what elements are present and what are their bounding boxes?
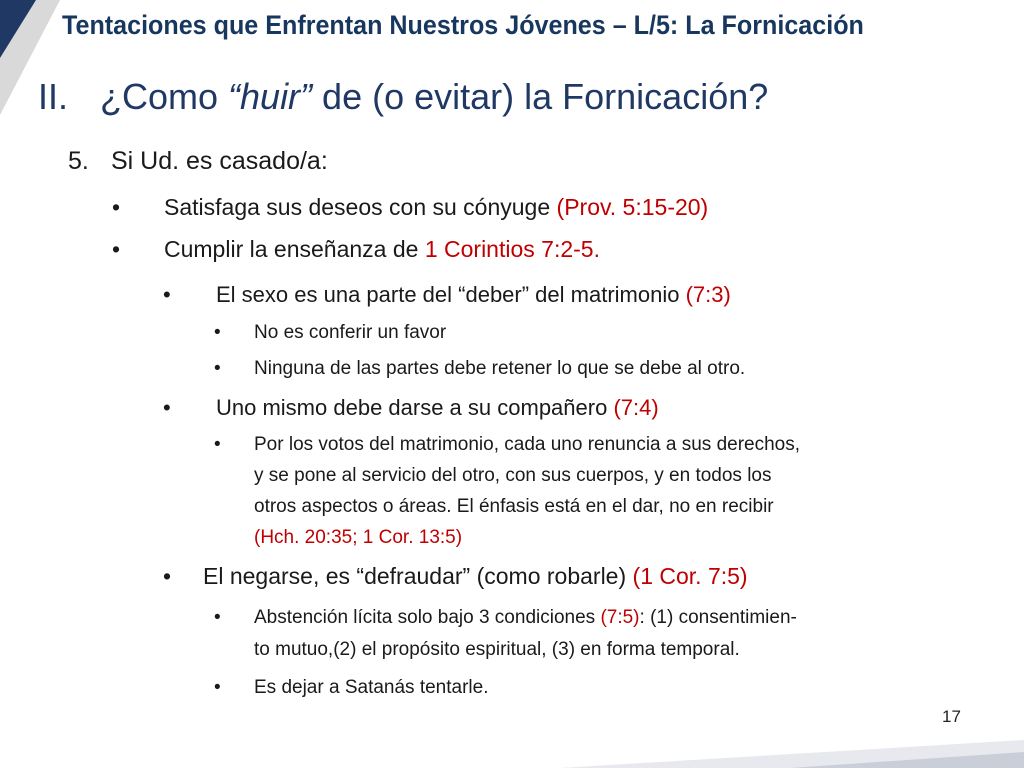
- section-heading: II. ¿Como “huir” de (o evitar) la Fornicación?: [38, 76, 769, 117]
- bullet-icon: •: [112, 194, 121, 220]
- detail-favor: • No es conferir un favor: [214, 322, 447, 343]
- scripture-reference: (1 Cor. 7:5): [632, 563, 748, 589]
- detail-votos-line2: y se pone al servicio del otro, con sus cuerpos, y en todos los: [254, 465, 772, 486]
- bullet-icon: •: [214, 677, 221, 698]
- detail-satanas: • Es dejar a Satanás tentarle.: [214, 677, 489, 698]
- bullet-icon: •: [163, 563, 172, 589]
- page-number: 17: [942, 707, 961, 726]
- detail-votos: • Por los votos del matrimonio, cada uno renuncia a sus derechos,: [214, 434, 801, 455]
- section-number: II.: [38, 76, 69, 117]
- bullet-cumplir: • Cumplir la enseñanza de 1 Corintios 7:2-5.: [112, 236, 600, 262]
- bullet-icon: •: [163, 282, 171, 307]
- point-text: Si Ud. es casado/a:: [111, 147, 328, 175]
- detail-votos-line3: otros aspectos o áreas. El énfasis está en el dar, no en recibir: [254, 496, 774, 517]
- bullet-icon: •: [214, 358, 221, 379]
- bullet-icon: •: [214, 434, 221, 455]
- bullet-satisfaga: • Satisfaga sus deseos con su cónyuge (Prov. 5:15-20): [112, 194, 709, 220]
- heading-emphasis: “huir”: [228, 76, 313, 117]
- sub-bullet-deber: • El sexo es una parte del “deber” del matrimonio (7:3): [163, 282, 731, 307]
- bullet-icon: •: [214, 607, 221, 628]
- scripture-reference: (7:4): [613, 395, 659, 420]
- detail-votos-reference: (Hch. 20:35; 1 Cor. 13:5): [254, 527, 463, 548]
- scripture-reference: 1 Corintios 7:2-5.: [424, 236, 600, 262]
- detail-abstencion: • Abstención lícita solo bajo 3 condiciones (7:5): (1) consentimien-: [214, 607, 797, 628]
- bullet-icon: •: [112, 236, 121, 262]
- scripture-reference: (7:5): [600, 607, 640, 628]
- sub-bullet-negarse: • El negarse, es “defraudar” (como robarle) (1 Cor. 7:5): [163, 563, 748, 589]
- bullet-icon: •: [163, 395, 171, 420]
- sub-bullet-darse: • Uno mismo debe darse a su compañero (7:4): [163, 395, 659, 420]
- detail-retener: • Ninguna de las partes debe retener lo que se debe al otro.: [214, 358, 746, 379]
- slide-title: Tentaciones que Enfrentan Nuestros Jóvenes – L/5: La Fornicación: [62, 10, 864, 40]
- scripture-reference: (Prov. 5:15-20): [556, 194, 709, 220]
- point-number: 5.: [68, 147, 89, 175]
- bullet-icon: •: [214, 322, 221, 343]
- scripture-reference: (7:3): [685, 282, 731, 307]
- point-5: [68, 147, 328, 176]
- detail-abstencion-line2: to mutuo,(2) el propósito espiritual, (3) en forma temporal.: [254, 639, 740, 660]
